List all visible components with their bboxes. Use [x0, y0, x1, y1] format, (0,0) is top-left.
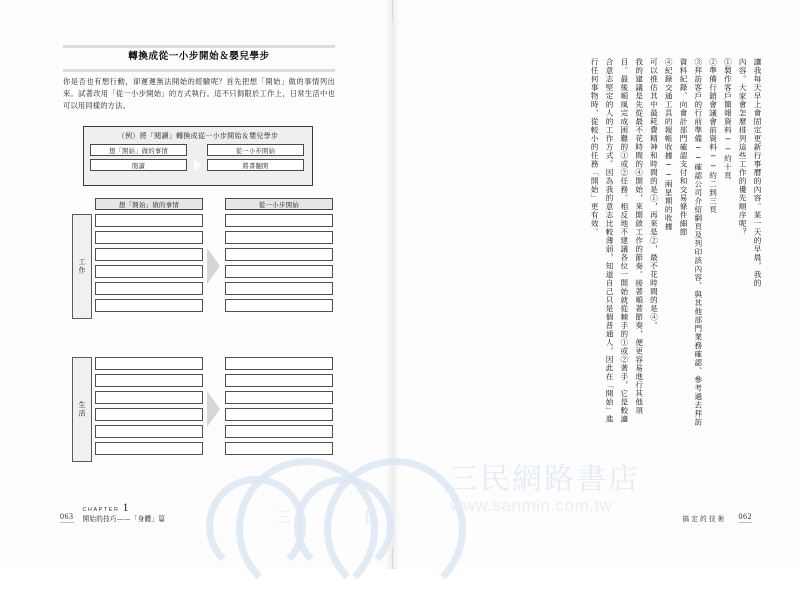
- footer-chapter-subtitle: 開始的技巧——「身體」篇: [82, 514, 166, 523]
- footer-chapter-line: [83, 502, 166, 514]
- worksheet-header-right: 從一小步開始: [225, 198, 333, 210]
- worksheet-cell[interactable]: [95, 248, 203, 261]
- worksheet-section-work: [72, 214, 317, 320]
- example-header-right: 從一小步開始: [207, 144, 304, 156]
- worksheet-cell[interactable]: [95, 357, 203, 370]
- example-value-left: 閱讀: [90, 159, 187, 171]
- vertical-text-body: [408, 58, 764, 428]
- worksheet-column-right-work: [225, 214, 333, 316]
- vertical-column-7: 我的建議是先從最不花時間的④開始，來開啟工作的節奏。接著順著節奏，便更容易進行其他項目。最後順風完成困難的①或②任務。相反地不建議各位一開始就從棘手的①或②著手，它是較適合意志堅定的人的工作方式。因為我的意志比較薄弱，知道自己只是個普通人，因此在「開始」進行任何事物時，從較小的任務「開始」更有效。: [590, 58, 644, 424]
- vertical-column-0: 讓我每天早上會固定更新行事曆的內容。某一天的早晨，我的: [753, 58, 762, 288]
- example-header-left: 想「開始」做的事情: [90, 144, 187, 156]
- example-arrow-cell: [187, 159, 207, 171]
- page-title: 轉換成從一小步開始＆嬰兒學步: [128, 51, 270, 62]
- vertical-column-6: 可以推估其中最耗費精神和時間的是①，再來是②，最不花時間的是④。: [649, 58, 659, 330]
- worksheet-cell[interactable]: [95, 299, 203, 312]
- footer-book-title: 搞定的技術: [682, 515, 727, 523]
- worksheet-cell[interactable]: [225, 299, 333, 312]
- right-page: [400, 0, 800, 569]
- vertical-column-3: ②準備行銷會議會前資料──約二到三頁: [708, 58, 718, 214]
- worksheet-section-life: [72, 357, 317, 463]
- vertical-column-2: ①製作客戶簡報資料──約十頁: [723, 58, 733, 180]
- worksheet-cell[interactable]: [225, 231, 333, 244]
- worksheet-column-left-life: [95, 357, 203, 459]
- example-box: [83, 126, 313, 186]
- worksheet-cell[interactable]: [225, 442, 333, 455]
- footer-chapter-word: CHAPTER: [82, 507, 120, 514]
- triangle-right-icon: [207, 248, 220, 284]
- worksheet-header-spacer: [203, 198, 225, 210]
- worksheet-arrow-life: [206, 391, 220, 427]
- worksheet-cell[interactable]: [95, 282, 203, 295]
- worksheet-cell[interactable]: [225, 374, 333, 387]
- example-title: （例）將「閱讀」轉換成從一小步開始＆嬰兒學步: [117, 132, 279, 140]
- worksheet-cell[interactable]: [225, 357, 333, 370]
- worksheet-header-row: [95, 198, 333, 210]
- worksheet-cell[interactable]: [95, 374, 203, 387]
- footer-chapter-info: [83, 502, 166, 523]
- vertical-column-4: ③拜訪客戶的行前準備──確認公司介紹網頁及列印該內容、與其他部門業務確認、參考過去拜訪資料紀錄、向會計部門確認支付和交易條件細節: [679, 58, 703, 427]
- worksheet-cell[interactable]: [225, 265, 333, 278]
- example-header-row: [90, 144, 306, 156]
- footer-right: [683, 512, 752, 523]
- heading-rule-bottom: [63, 69, 335, 72]
- worksheet-column-left-work: [95, 214, 203, 316]
- worksheet-cell[interactable]: [95, 231, 203, 244]
- worksheet-cell[interactable]: [225, 282, 333, 295]
- worksheet-cell[interactable]: [225, 214, 333, 227]
- footer-chapter-number: 1: [122, 500, 129, 515]
- page-number-right: 062: [738, 512, 752, 521]
- page-number-left: 063: [60, 512, 74, 521]
- worksheet-cell[interactable]: [95, 214, 203, 227]
- example-value-right: 將書翻開: [207, 159, 304, 171]
- worksheet-cell[interactable]: [95, 391, 203, 404]
- worksheet-cell[interactable]: [225, 391, 333, 404]
- triangle-right-icon: [207, 391, 220, 427]
- worksheet-category-label-life: 生活: [72, 357, 92, 462]
- worksheet-header-left: 想「開始」做的事情: [95, 198, 203, 210]
- worksheet-cell[interactable]: [95, 425, 203, 438]
- worksheet-cell[interactable]: [225, 408, 333, 421]
- intro-paragraph: 你是否也有想行動，卻遲遲無法開始的經驗呢？首先把想「開始」做的事情列出來。試著改用「從一小步開始」的方式執行。這不只侷限於工作上，日常生活中也可以用同樣的方法。: [63, 77, 335, 110]
- worksheet-cell[interactable]: [225, 425, 333, 438]
- triangle-right-icon: [194, 159, 201, 171]
- watermark-logo-char-right: 民: [364, 508, 380, 526]
- worksheet-cell[interactable]: [95, 408, 203, 421]
- footer-left: [60, 502, 165, 523]
- vertical-column-5: ④紀錄交通工具的報帳收據──兩星期的收據: [664, 58, 674, 231]
- watermark-brand: 三民網路書店: [448, 462, 640, 497]
- watermark-url: www.sanmin.com.tw: [450, 496, 613, 515]
- vertical-column-1: 內容。大家會怎麼排列這些工作的優先順序呢？: [738, 58, 748, 237]
- worksheet-cell[interactable]: [95, 265, 203, 278]
- worksheet-arrow-work: [206, 248, 220, 284]
- worksheet-cell[interactable]: [95, 442, 203, 455]
- worksheet-column-right-life: [225, 357, 333, 459]
- worksheet-category-label-work: 工作: [72, 214, 92, 319]
- left-page: [0, 0, 393, 569]
- worksheet-cell[interactable]: [225, 248, 333, 261]
- example-value-row: [90, 159, 306, 171]
- watermark-logo-char-left: 三: [276, 508, 292, 526]
